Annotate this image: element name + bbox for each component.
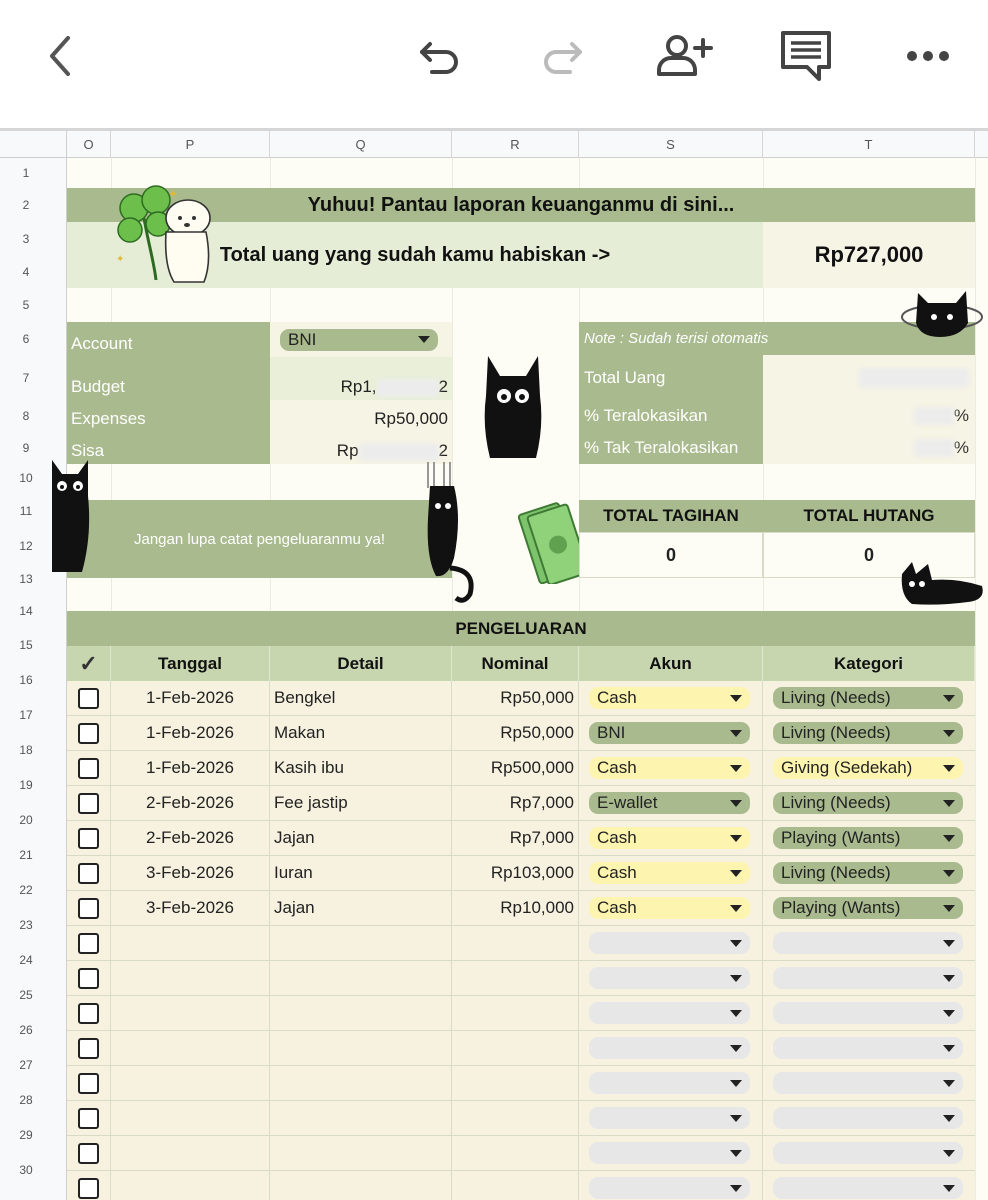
dropdown-arrow-icon: [730, 835, 742, 842]
kategori-cell[interactable]: [763, 1136, 975, 1170]
dropdown-arrow-icon: [730, 870, 742, 877]
row-header[interactable]: 12: [19, 539, 33, 553]
row-header[interactable]: 11: [19, 504, 33, 518]
tanggal-cell[interactable]: 3-Feb-2026: [111, 856, 270, 890]
budget-value-start: Rp1,: [340, 377, 377, 396]
row-header-column: [0, 158, 67, 1200]
akun-cell[interactable]: [579, 751, 763, 785]
note-title: Note : Sudah terisi otomatis: [579, 322, 975, 355]
nominal-cell[interactable]: [452, 961, 579, 995]
akun-dropdown-value: E-wallet: [597, 793, 658, 812]
redo-button[interactable]: [532, 28, 592, 84]
dropdown-arrow-icon: [943, 870, 955, 877]
row-header[interactable]: 13: [19, 572, 33, 586]
nominal-cell[interactable]: [452, 926, 579, 960]
detail-cell[interactable]: Bengkel: [270, 681, 452, 715]
kategori-dropdown-value: Playing (Wants): [781, 898, 901, 917]
add-person-icon: [655, 32, 713, 80]
row-header[interactable]: 29: [19, 1128, 33, 1142]
nominal-cell[interactable]: Rp50,000: [452, 716, 579, 750]
dropdown-arrow-icon: [943, 975, 955, 982]
report-title[interactable]: Yuhuu! Pantau laporan keuanganmu di sini...: [67, 188, 975, 222]
detail-cell[interactable]: Fee jastip: [270, 786, 452, 820]
akun-dropdown[interactable]: [589, 967, 750, 989]
row-header[interactable]: 10: [19, 471, 33, 485]
column-header-o[interactable]: O: [67, 131, 111, 158]
detail-cell[interactable]: Jajan: [270, 891, 452, 925]
expense-row: [67, 1101, 975, 1136]
kategori-cell[interactable]: [763, 751, 975, 785]
nominal-cell[interactable]: [452, 1101, 579, 1135]
expense-row: [67, 926, 975, 961]
expenses-value[interactable]: Rp50,000: [270, 400, 452, 432]
akun-cell[interactable]: [579, 1066, 763, 1100]
kategori-cell[interactable]: [763, 856, 975, 890]
kategori-cell[interactable]: [763, 786, 975, 820]
nominal-cell[interactable]: [452, 1066, 579, 1100]
tanggal-cell[interactable]: [111, 1031, 270, 1065]
kategori-dropdown[interactable]: [773, 932, 963, 954]
tanggal-cell[interactable]: 2-Feb-2026: [111, 786, 270, 820]
black-cat-sticker: [48, 456, 96, 574]
row-checkbox-cell: [67, 1136, 111, 1170]
akun-dropdown[interactable]: [589, 932, 750, 954]
tanggal-cell[interactable]: [111, 1101, 270, 1135]
kategori-dropdown-value: Giving (Sedekah): [781, 758, 913, 777]
row-checkbox-cell: [67, 821, 111, 855]
dropdown-arrow-icon: [943, 835, 955, 842]
row-header[interactable]: 4: [22, 265, 30, 279]
check-column-header: ✓: [67, 646, 111, 681]
akun-dropdown[interactable]: [589, 687, 750, 709]
reminder-banner[interactable]: Jangan lupa catat pengeluaranmu ya!: [67, 500, 452, 578]
kategori-dropdown[interactable]: [773, 827, 963, 849]
akun-cell[interactable]: [579, 681, 763, 715]
row-header[interactable]: 28: [19, 1093, 33, 1107]
akun-dropdown-value: Cash: [597, 863, 637, 882]
dropdown-arrow-icon: [943, 800, 955, 807]
column-header-r[interactable]: R: [452, 131, 579, 158]
expense-row: [67, 1171, 975, 1200]
row-header[interactable]: 19: [19, 778, 33, 792]
expense-row: [67, 961, 975, 996]
detail-cell[interactable]: Makan: [270, 716, 452, 750]
row-header[interactable]: 16: [19, 673, 33, 687]
akun-cell[interactable]: [579, 786, 763, 820]
akun-dropdown-value: BNI: [597, 723, 626, 742]
dropdown-arrow-icon: [943, 1010, 955, 1017]
detail-cell[interactable]: [270, 1101, 452, 1135]
kategori-dropdown-value: Living (Needs): [781, 688, 891, 707]
akun-cell[interactable]: [579, 856, 763, 890]
kategori-dropdown[interactable]: [773, 687, 963, 709]
expense-row: [67, 821, 975, 856]
kategori-dropdown-value: Living (Needs): [781, 793, 891, 812]
kategori-cell[interactable]: [763, 1101, 975, 1135]
sisa-value-end: 2: [438, 441, 448, 460]
detail-cell[interactable]: Iuran: [270, 856, 452, 890]
dropdown-arrow-icon: [943, 695, 955, 702]
kategori-cell[interactable]: [763, 1031, 975, 1065]
row-checkbox[interactable]: [78, 1003, 99, 1024]
dropdown-arrow-icon: [730, 730, 742, 737]
detail-cell[interactable]: [270, 926, 452, 960]
kategori-cell[interactable]: [763, 1171, 975, 1200]
kategori-dropdown[interactable]: [773, 897, 963, 919]
comment-button[interactable]: [776, 28, 836, 84]
dropdown-arrow-icon: [730, 1080, 742, 1087]
dropdown-arrow-icon: [943, 730, 955, 737]
tanggal-cell[interactable]: [111, 1136, 270, 1170]
nominal-cell[interactable]: Rp10,000: [452, 891, 579, 925]
detail-cell[interactable]: [270, 961, 452, 995]
akun-dropdown[interactable]: [589, 1142, 750, 1164]
redacted-blur: [914, 407, 954, 425]
row-checkbox[interactable]: [78, 828, 99, 849]
akun-dropdown[interactable]: [589, 1002, 750, 1024]
akun-dropdown[interactable]: [589, 1037, 750, 1059]
more-horizontal-icon: [904, 48, 952, 64]
column-header-s[interactable]: S: [579, 131, 763, 158]
sisa-value-start: Rp: [336, 441, 359, 460]
akun-dropdown[interactable]: [589, 1177, 750, 1199]
kategori-dropdown[interactable]: [773, 722, 963, 744]
row-checkbox-cell: [67, 681, 111, 715]
kategori-dropdown-value: Playing (Wants): [781, 828, 901, 847]
row-checkbox[interactable]: [78, 723, 99, 744]
column-header-row: [0, 128, 988, 158]
akun-cell[interactable]: [579, 1101, 763, 1135]
expense-row: [67, 996, 975, 1031]
akun-cell[interactable]: [579, 821, 763, 855]
detail-cell[interactable]: [270, 1031, 452, 1065]
row-header[interactable]: 7: [22, 371, 30, 385]
kategori-dropdown[interactable]: [773, 1037, 963, 1059]
svg-text:✦: ✦: [168, 187, 179, 201]
row-checkbox-cell: [67, 891, 111, 925]
row-checkbox-cell: [67, 1066, 111, 1100]
redacted-blur: [914, 439, 954, 457]
kategori-dropdown[interactable]: [773, 1177, 963, 1199]
column-header-t[interactable]: T: [763, 131, 975, 158]
budget-value-end: 2: [438, 377, 448, 396]
detail-cell[interactable]: Kasih ibu: [270, 751, 452, 785]
redacted-blur: [859, 368, 969, 388]
expenses-label: Expenses: [67, 400, 270, 432]
undo-button[interactable]: [410, 28, 470, 84]
kategori-dropdown[interactable]: [773, 757, 963, 779]
redacted-blur: [377, 379, 439, 397]
detail-cell[interactable]: Jajan: [270, 821, 452, 855]
black-cat-sticker: [898, 556, 988, 612]
dropdown-arrow-icon: [943, 1185, 955, 1192]
black-cat-sticker: [420, 458, 480, 604]
column-header-q[interactable]: Q: [270, 131, 452, 158]
expense-row: [67, 856, 975, 891]
row-header[interactable]: 1: [22, 166, 30, 180]
row-checkbox-cell: [67, 1171, 111, 1200]
expense-row: [67, 891, 975, 926]
akun-cell[interactable]: [579, 1031, 763, 1065]
row-header[interactable]: 23: [19, 918, 33, 932]
tanggal-cell[interactable]: [111, 996, 270, 1030]
row-header[interactable]: 27: [19, 1058, 33, 1072]
svg-text:✦: ✦: [116, 254, 125, 265]
akun-cell[interactable]: [579, 1136, 763, 1170]
kategori-cell[interactable]: [763, 996, 975, 1030]
nominal-cell[interactable]: [452, 1031, 579, 1065]
row-checkbox-cell: [67, 996, 111, 1030]
kategori-dropdown[interactable]: [773, 1142, 963, 1164]
nominal-cell[interactable]: [452, 1136, 579, 1170]
dropdown-arrow-icon: [730, 975, 742, 982]
select-all-corner[interactable]: [0, 131, 67, 158]
column-header-p[interactable]: P: [111, 131, 270, 158]
akun-dropdown[interactable]: [589, 1072, 750, 1094]
tak-teralokasikan-value[interactable]: [763, 432, 975, 464]
row-header[interactable]: 24: [19, 953, 33, 967]
total-tagihan-label: TOTAL TAGIHAN: [579, 500, 763, 532]
row-header[interactable]: 5: [22, 298, 30, 312]
kategori-cell[interactable]: [763, 681, 975, 715]
kategori-cell[interactable]: [763, 1066, 975, 1100]
total-spent-value[interactable]: Rp727,000: [763, 222, 975, 288]
row-header[interactable]: 30: [19, 1163, 33, 1177]
expense-row: [67, 786, 975, 821]
akun-dropdown-value: Cash: [597, 688, 637, 707]
undo-icon: [416, 34, 464, 78]
row-header[interactable]: 8: [22, 409, 30, 423]
akun-header: Akun: [579, 646, 763, 681]
row-header[interactable]: 9: [22, 441, 30, 455]
kategori-cell[interactable]: [763, 891, 975, 925]
total-spent-label[interactable]: Total uang yang sudah kamu habiskan ->: [67, 222, 763, 288]
row-checkbox[interactable]: [78, 1178, 99, 1199]
row-checkbox[interactable]: [78, 1073, 99, 1094]
kategori-dropdown[interactable]: [773, 862, 963, 884]
row-checkbox-cell: [67, 751, 111, 785]
share-button[interactable]: [654, 28, 714, 84]
dropdown-arrow-icon: [943, 940, 955, 947]
detail-cell[interactable]: [270, 1171, 452, 1200]
tanggal-header: Tanggal: [111, 646, 270, 681]
dropdown-arrow-icon: [943, 1045, 955, 1052]
row-checkbox[interactable]: [78, 933, 99, 954]
budget-value[interactable]: [270, 357, 452, 400]
akun-dropdown[interactable]: [589, 792, 750, 814]
comment-icon: [779, 29, 833, 83]
total-uang-value[interactable]: [763, 355, 975, 400]
row-header[interactable]: 25: [19, 988, 33, 1002]
kategori-dropdown[interactable]: [773, 1002, 963, 1024]
account-label: Account: [67, 322, 270, 357]
row-header[interactable]: 6: [22, 332, 30, 346]
tanggal-cell[interactable]: 1-Feb-2026: [111, 681, 270, 715]
row-header[interactable]: 21: [19, 848, 33, 862]
kategori-header: Kategori: [763, 646, 975, 681]
detail-cell[interactable]: [270, 1066, 452, 1100]
tanggal-cell[interactable]: 3-Feb-2026: [111, 891, 270, 925]
row-header[interactable]: 17: [19, 708, 33, 722]
row-header[interactable]: 20: [19, 813, 33, 827]
row-checkbox-cell: [67, 856, 111, 890]
row-checkbox[interactable]: [78, 758, 99, 779]
dropdown-arrow-icon: [730, 800, 742, 807]
kategori-dropdown[interactable]: [773, 967, 963, 989]
tanggal-cell[interactable]: [111, 961, 270, 995]
kategori-cell[interactable]: [763, 961, 975, 995]
tanggal-cell[interactable]: 2-Feb-2026: [111, 821, 270, 855]
kategori-dropdown[interactable]: [773, 1072, 963, 1094]
nominal-cell[interactable]: Rp7,000: [452, 786, 579, 820]
dropdown-arrow-icon: [730, 695, 742, 702]
tanggal-cell[interactable]: 1-Feb-2026: [111, 716, 270, 750]
expense-row: [67, 716, 975, 751]
kategori-dropdown[interactable]: [773, 1107, 963, 1129]
black-cat-sticker: [480, 346, 546, 460]
akun-dropdown[interactable]: [589, 827, 750, 849]
detail-header: Detail: [270, 646, 452, 681]
dropdown-arrow-icon: [730, 1150, 742, 1157]
tak-teralokasikan-suffix: %: [953, 438, 969, 457]
pengeluaran-title: PENGELUARAN: [67, 611, 975, 646]
row-header[interactable]: 26: [19, 1023, 33, 1037]
account-dropdown-value: BNI: [288, 329, 317, 349]
sisa-label: Sisa: [67, 432, 270, 464]
dropdown-arrow-icon: [730, 940, 742, 947]
dropdown-arrow-icon: [943, 765, 955, 772]
row-checkbox[interactable]: [78, 863, 99, 884]
detail-cell[interactable]: [270, 1136, 452, 1170]
dropdown-arrow-icon: [943, 905, 955, 912]
row-header[interactable]: 14: [19, 604, 33, 618]
spreadsheet-grid[interactable]: [0, 128, 988, 1200]
kategori-dropdown-value: Living (Needs): [781, 863, 891, 882]
row-checkbox[interactable]: [78, 1143, 99, 1164]
row-checkbox[interactable]: [78, 793, 99, 814]
nominal-cell[interactable]: [452, 996, 579, 1030]
row-header[interactable]: 3: [22, 232, 30, 246]
akun-cell[interactable]: [579, 891, 763, 925]
dropdown-arrow-icon: [943, 1080, 955, 1087]
akun-dropdown-value: Cash: [597, 898, 637, 917]
back-button[interactable]: [30, 28, 90, 84]
nominal-cell[interactable]: Rp500,000: [452, 751, 579, 785]
total-hutang-value[interactable]: 0: [763, 532, 975, 578]
row-checkbox[interactable]: [78, 898, 99, 919]
nominal-cell[interactable]: Rp103,000: [452, 856, 579, 890]
tanggal-cell[interactable]: [111, 1066, 270, 1100]
akun-dropdown-value: Cash: [597, 828, 637, 847]
kategori-cell[interactable]: [763, 821, 975, 855]
teralokasikan-value[interactable]: [763, 400, 975, 432]
kategori-dropdown-value: Living (Needs): [781, 723, 891, 742]
akun-dropdown[interactable]: [589, 757, 750, 779]
tak-teralokasikan-label: % Tak Teralokasikan: [579, 432, 763, 464]
row-checkbox-cell: [67, 786, 111, 820]
tanggal-cell[interactable]: [111, 1171, 270, 1200]
account-dropdown-cell[interactable]: [270, 322, 452, 357]
akun-dropdown[interactable]: [589, 862, 750, 884]
dropdown-arrow-icon: [418, 336, 430, 343]
nominal-header: Nominal: [452, 646, 579, 681]
row-checkbox[interactable]: [78, 1038, 99, 1059]
akun-cell[interactable]: [579, 996, 763, 1030]
total-tagihan-value[interactable]: 0: [579, 532, 763, 578]
tanggal-cell[interactable]: 1-Feb-2026: [111, 751, 270, 785]
budget-label: Budget: [67, 357, 270, 400]
kategori-dropdown[interactable]: [773, 792, 963, 814]
redo-icon: [538, 34, 586, 78]
dropdown-arrow-icon: [730, 1045, 742, 1052]
row-checkbox[interactable]: [78, 968, 99, 989]
total-uang-label: Total Uang: [579, 355, 763, 400]
dropdown-arrow-icon: [730, 1115, 742, 1122]
black-cat-sticker: [900, 283, 984, 341]
kategori-cell[interactable]: [763, 926, 975, 960]
expense-row: [67, 681, 975, 716]
row-checkbox-cell: [67, 926, 111, 960]
expense-row: [67, 751, 975, 786]
kategori-cell[interactable]: [763, 716, 975, 750]
row-checkbox-cell: [67, 961, 111, 995]
teralokasikan-label: % Teralokasikan: [579, 400, 763, 432]
chevron-left-icon: [42, 32, 78, 80]
row-checkbox-cell: [67, 1101, 111, 1135]
dropdown-arrow-icon: [730, 765, 742, 772]
akun-cell[interactable]: [579, 961, 763, 995]
clover-bear-sticker: [108, 182, 218, 292]
dropdown-arrow-icon: [943, 1115, 955, 1122]
akun-cell[interactable]: [579, 926, 763, 960]
akun-dropdown-value: Cash: [597, 758, 637, 777]
detail-cell[interactable]: [270, 996, 452, 1030]
expense-row: [67, 1136, 975, 1171]
dropdown-arrow-icon: [730, 1185, 742, 1192]
more-button[interactable]: [898, 28, 958, 84]
row-checkbox[interactable]: [78, 1108, 99, 1129]
akun-cell[interactable]: [579, 716, 763, 750]
expense-row: [67, 1066, 975, 1101]
teralokasikan-suffix: %: [953, 406, 969, 425]
row-checkbox[interactable]: [78, 688, 99, 709]
money-stack-sticker: [518, 500, 588, 584]
account-dropdown[interactable]: [280, 329, 438, 351]
row-header[interactable]: 22: [19, 883, 33, 897]
akun-dropdown[interactable]: [589, 897, 750, 919]
expense-row: [67, 1031, 975, 1066]
akun-dropdown[interactable]: [589, 1107, 750, 1129]
nominal-cell[interactable]: [452, 1171, 579, 1200]
dropdown-arrow-icon: [730, 905, 742, 912]
dropdown-arrow-icon: [943, 1150, 955, 1157]
tanggal-cell[interactable]: [111, 926, 270, 960]
row-header[interactable]: 18: [19, 743, 33, 757]
total-hutang-label: TOTAL HUTANG: [763, 500, 975, 532]
dropdown-arrow-icon: [730, 1010, 742, 1017]
nominal-cell[interactable]: Rp7,000: [452, 821, 579, 855]
akun-dropdown[interactable]: [589, 722, 750, 744]
nominal-cell[interactable]: Rp50,000: [452, 681, 579, 715]
akun-cell[interactable]: [579, 1171, 763, 1200]
row-header[interactable]: 15: [19, 638, 33, 652]
row-header[interactable]: 2: [22, 198, 30, 212]
row-checkbox-cell: [67, 1031, 111, 1065]
top-toolbar: [0, 0, 988, 128]
row-checkbox-cell: [67, 716, 111, 750]
